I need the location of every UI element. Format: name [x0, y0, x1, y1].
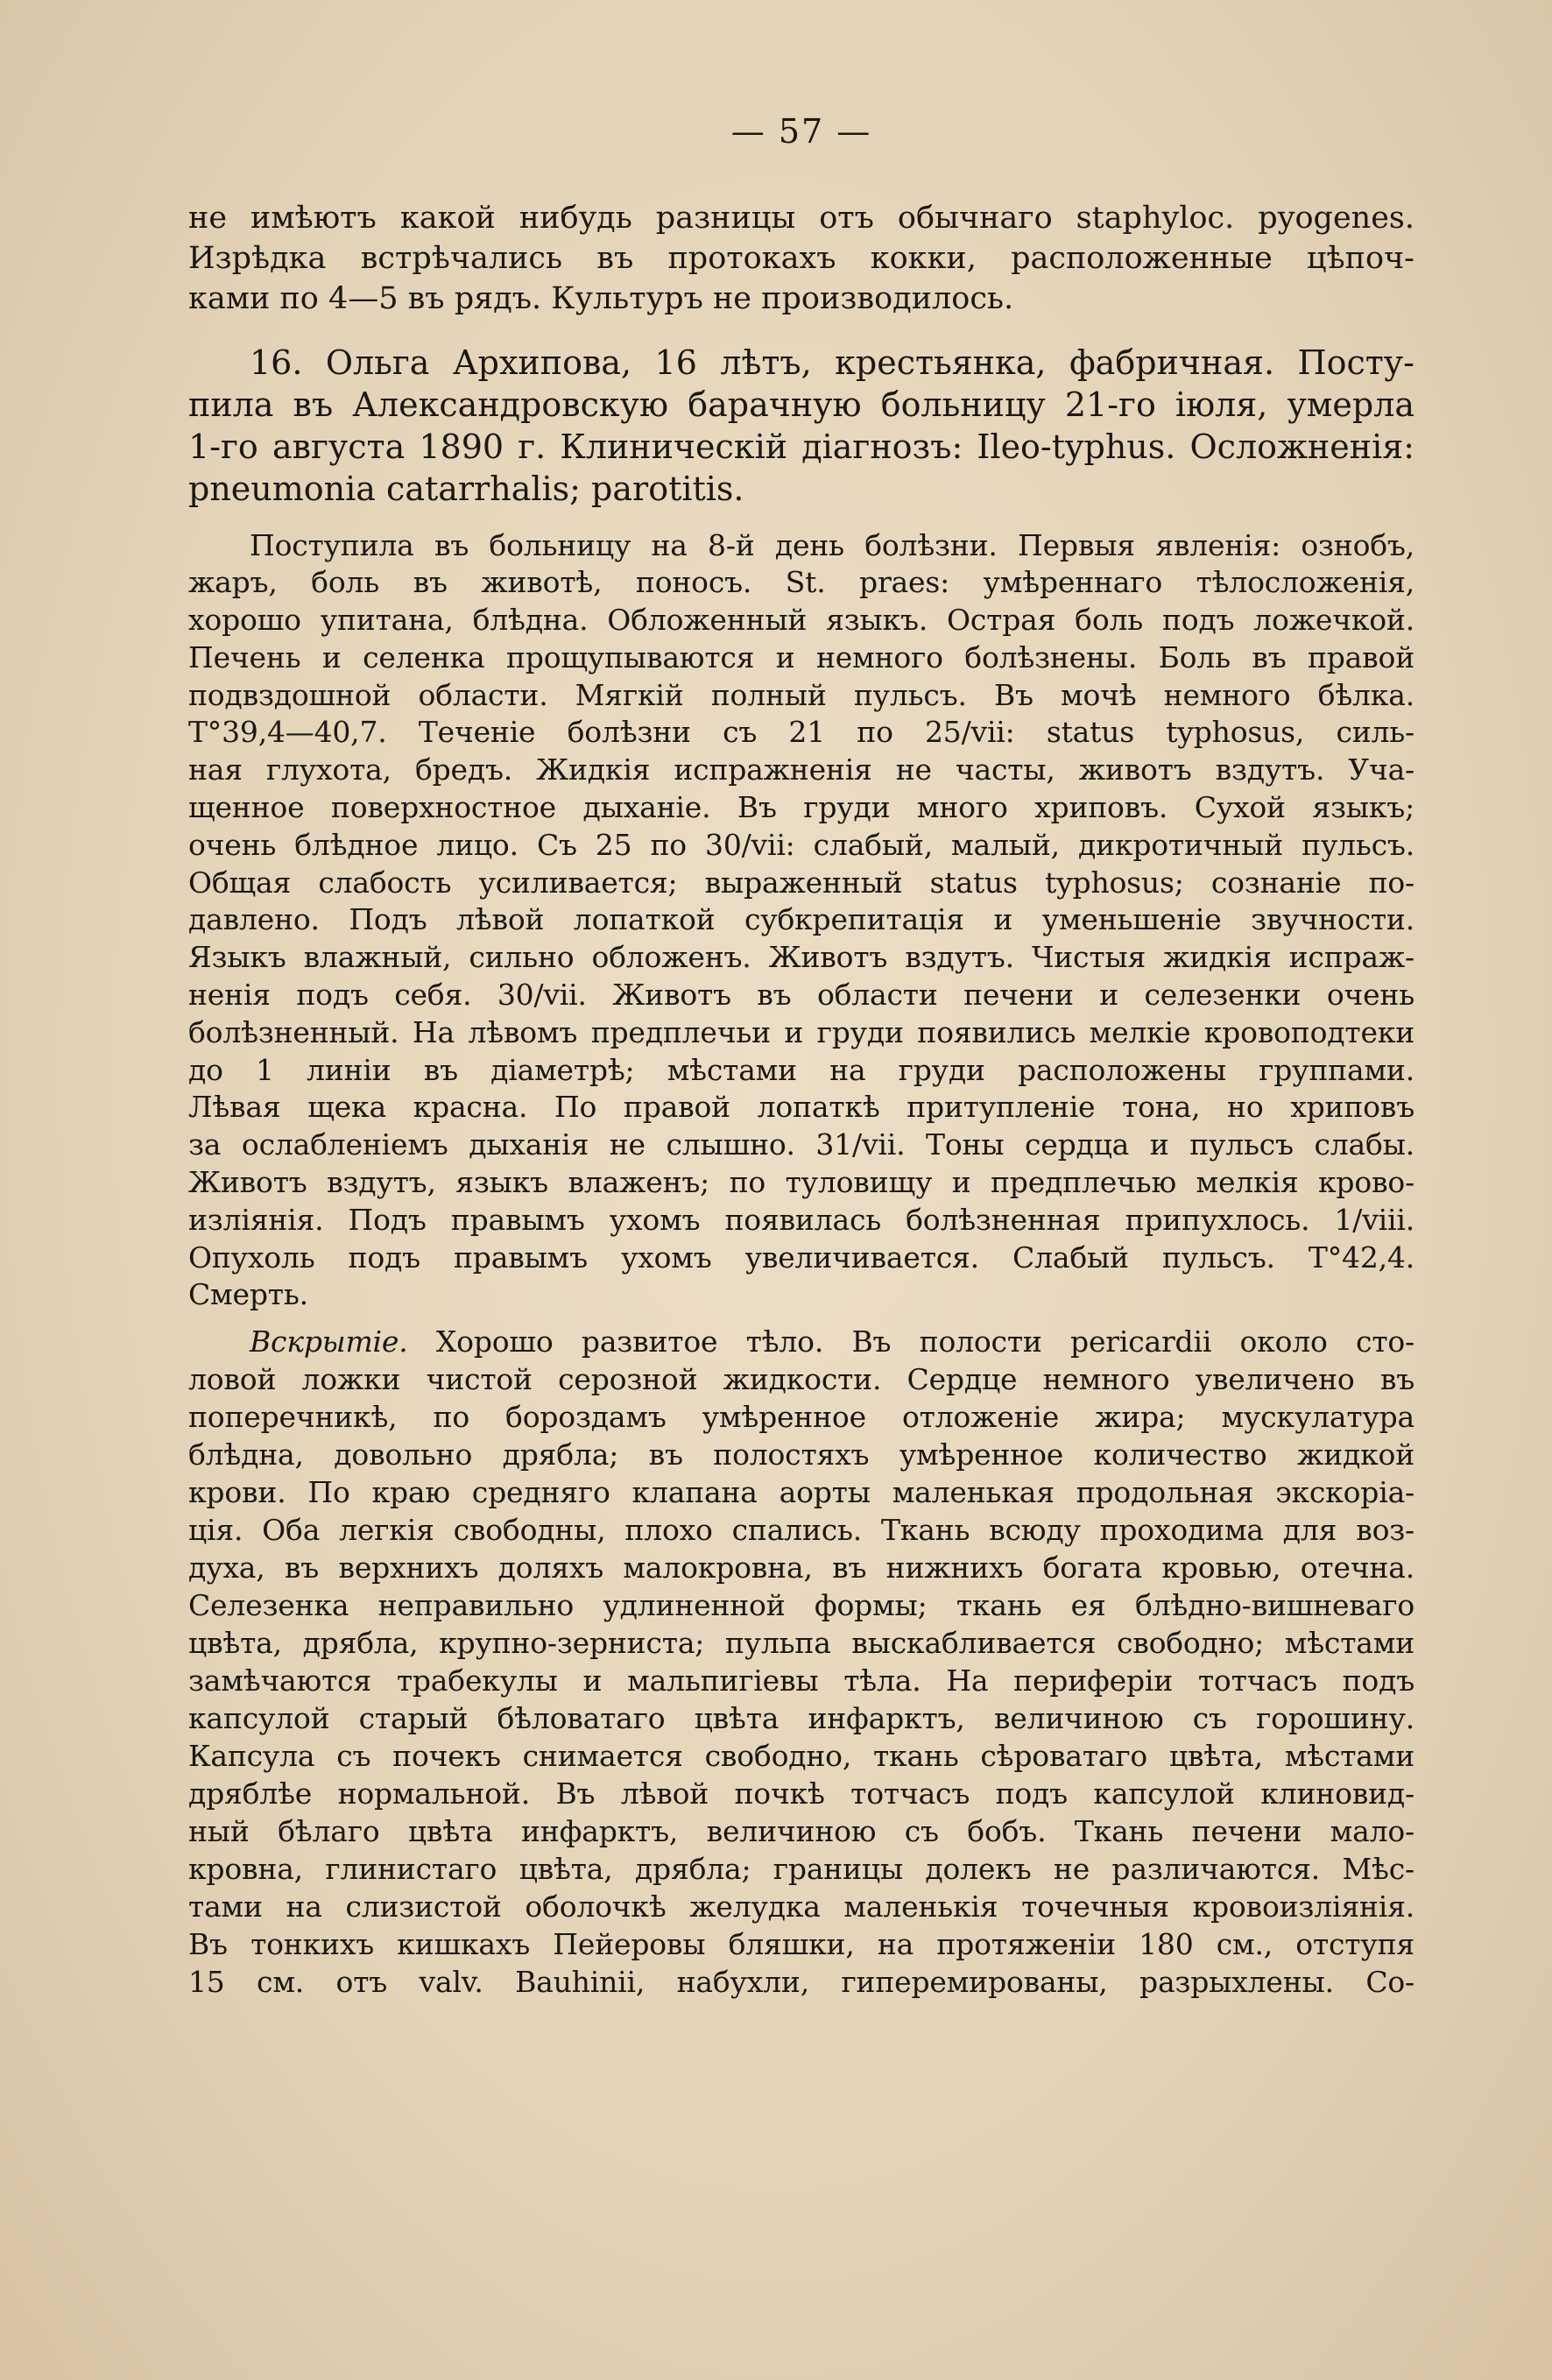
case-heading-paragraph	[188, 342, 1414, 510]
text-line: очень блѣдное лицо. Съ 25 по 30/vii: слабый, малый, дикротичный пульсъ.	[188, 827, 1414, 862]
text-line: ція. Оба легкія свободны, плохо спались. Ткань всюду проходима для воз-	[188, 1513, 1414, 1548]
page-text	[188, 112, 1414, 2001]
text-line: Животъ вздутъ, языкъ влаженъ; по туловищу и предплечью мелкія крово-	[188, 1165, 1414, 1200]
text-line: Опухоль подъ правымъ ухомъ увеличивается. Слабый пульсъ. T°42,4.	[188, 1239, 1414, 1275]
text-line: ненія подъ себя. 30/vii. Животъ въ области печени и селезенки очень	[188, 978, 1414, 1013]
text-line: болѣзненный. На лѣвомъ предплечьи и груди появились мелкіе кровоподтеки	[188, 1014, 1414, 1049]
text-line: пила въ Александровскую барачную больницу 21-го іюля, умерла	[188, 385, 1414, 424]
text-line: 1-го августа 1890 г. Клиническій діагнозъ: Ileo-typhus. Осложненія:	[188, 427, 1414, 466]
page-number: — 57 —	[730, 112, 872, 151]
text-line: Изрѣдка встрѣчались въ протокахъ кокки, расположенные цѣпоч-	[188, 240, 1414, 276]
text-line: 16. Ольга Архипова, 16 лѣтъ, крестьянка, фабричная. Посту-	[250, 343, 1414, 382]
text-line: цвѣта, дрябла, крупно-зерниста; пульпа выскабливается свободно; мѣстами	[188, 1626, 1414, 1661]
text-line: кровна, глинистаго цвѣта, дрябла; границы долекъ не различаются. Мѣс-	[188, 1852, 1414, 1887]
text-line: ный бѣлаго цвѣта инфарктъ, величиною съ бобъ. Ткань печени мало-	[188, 1814, 1414, 1849]
text-line: духа, въ верхнихъ доляхъ малокровна, въ нижнихъ богата кровью, отечна.	[188, 1550, 1414, 1585]
autopsy-paragraph	[188, 1323, 1414, 2001]
autopsy-label: Вскрытіе.	[250, 1324, 408, 1359]
text-line: щенное поверхностное дыханіе. Въ груди много хриповъ. Сухой языкъ;	[188, 790, 1414, 825]
text-line: Общая слабость усиливается; выраженный status typhosus; сознаніе по-	[188, 865, 1414, 900]
text-line: Въ тонкихъ кишкахъ Пейеровы бляшки, на протяженіи 180 см., отступя	[188, 1927, 1414, 1962]
text-line: Лѣвая щека красна. По правой лопаткѣ притупленіе тона, но хриповъ	[188, 1090, 1414, 1125]
text-line: капсулой старый бѣловатаго цвѣта инфарктъ, величиною съ горошину.	[188, 1701, 1414, 1736]
text-line: pneumonia catarrhalis; parotitis.	[188, 469, 744, 508]
text-line: Поступила въ больницу на 8-й день болѣзни. Первыя явленія: ознобъ,	[250, 527, 1414, 562]
text-line: за ослабленіемъ дыханія не слышно. 31/vii. Тоны сердца и пульсъ слабы.	[188, 1127, 1414, 1162]
text-line: Селезенка неправильно удлиненной формы; ткань ея блѣдно-вишневаго	[188, 1588, 1414, 1623]
text-line: ловой ложки чистой серозной жидкости. Сердце немного увеличено въ	[188, 1362, 1414, 1397]
text-line: замѣчаются трабекулы и мальпигіевы тѣла. На периферіи тотчасъ подъ	[188, 1663, 1414, 1698]
text-line: жаръ, боль въ животѣ, поносъ. St. praes: умѣреннаго тѣлосложенія,	[188, 565, 1414, 600]
text-line: 15 см. отъ valv. Bauhinii, набухли, гиперемированы, разрыхлены. Со-	[188, 1965, 1414, 2000]
text-line: хорошо упитана, блѣдна. Обложенный языкъ. Острая боль подъ ложечкой.	[188, 603, 1414, 638]
text-line: изліянія. Подъ правымъ ухомъ появилась болѣзненная припухлось. 1/viii.	[188, 1202, 1414, 1237]
text-line: подвздошной области. Мягкій полный пульсъ. Въ мочѣ немного бѣлка.	[188, 677, 1414, 712]
text-line: Печень и селенка прощупываются и немного болѣзнены. Боль въ правой	[188, 639, 1414, 674]
text-line: поперечникѣ, по бороздамъ умѣренное отложеніе жира; мускулатура	[188, 1400, 1414, 1435]
intro-paragraph	[188, 198, 1414, 319]
text-line: Языкъ влажный, сильно обложенъ. Животъ вздутъ. Чистыя жидкія испраж-	[188, 940, 1414, 975]
text-line: блѣдна, довольно дрябла; въ полостяхъ умѣренное количество жидкой	[188, 1437, 1414, 1472]
text-line: ками по 4—5 въ рядъ. Культуръ не производилось.	[188, 280, 1014, 316]
text-line: крови. По краю средняго клапана аорты маленькая продольная экскоріа-	[188, 1475, 1414, 1510]
text-line: тами на слизистой оболочкѣ желудка маленькія точечныя кровоизліянія.	[188, 1889, 1414, 1924]
text-line: T°39,4—40,7. Теченіе болѣзни съ 21 по 25/vii: status typhosus, силь-	[188, 715, 1414, 750]
text-line: давлено. Подъ лѣвой лопаткой субкрепитація и уменьшеніе звучности.	[188, 902, 1414, 937]
clinical-course-paragraph	[188, 527, 1414, 1315]
text-line: не имѣютъ какой нибудь разницы отъ обычнаго staphyloc. pyogenes.	[188, 200, 1414, 236]
text-line: Смерть.	[188, 1277, 308, 1312]
text-line: Капсула съ почекъ снимается свободно, ткань сѣроватаго цвѣта, мѣстами	[188, 1739, 1414, 1774]
text-line	[188, 1323, 1414, 1360]
autopsy-first-line: Хорошо развитое тѣло. Въ полости pericardii около сто-	[407, 1324, 1414, 1359]
text-line: до 1 линіи въ діаметрѣ; мѣстами на груди расположены группами.	[188, 1052, 1414, 1087]
text-line: ная глухота, бредъ. Жидкія испражненія не часты, животъ вздутъ. Уча-	[188, 752, 1414, 787]
text-line: дряблѣе нормальной. Въ лѣвой почкѣ тотчасъ подъ капсулой клиновид-	[188, 1776, 1414, 1811]
